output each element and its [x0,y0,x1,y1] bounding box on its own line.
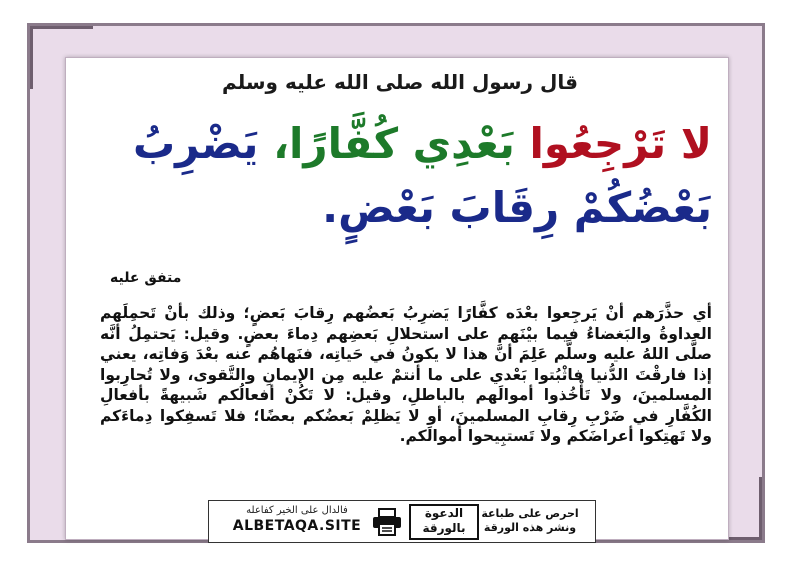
hadith-part-blue: يَضْرِبُ بَعْضُكُمْ رِقَابَ بَعْضٍ. [132,119,712,232]
hadith-text [90,112,712,240]
site-url[interactable]: ALBETAQA.SITE [232,518,362,534]
attribution-heading: قال رسول الله صلى الله عليه وسلم [222,70,578,94]
print-appeal: احرص على طباعة ونشر هذه الورقة [481,507,579,534]
explanation-paragraph: أي حذَّرَهم أنْ يَرجِعوا بعْدَه كفَّارًا يَضرِبُ بَعضُهم رِقابَ بَعضٍ؛ وذلك بأنْ تَحمِلَهم العداوةُ والبَغضاءُ فيما بيْنَهم على استحلالِ بَعضِهم دِماءَ بعضٍ. وقيل: يَحتمِلُ أنَّه صلَّى اللهُ عليه وسلَّم عَلِمَ أنَّ هذا لا يكونُ في حَياتِه، فنَهاهُم عنه بعْدَ وَفاتِه، يعني إذا فارقْتَ الدُّنيا فاثْبُتوا بَعْدي على ما أنتمْ عليه مِن الإيمانِ والتَّقوى، ولا تُحارِبوا المسلمينَ، ولا تَأْخُذوا أموالَهم بالباطلِ، وقيل: لا تَكُنْ أفعالُكم شَبيهةً بأفعالِ الكُفَّارِ في ضَرْبِ رِقابِ المسلمينَ، أو لا يَظلِمْ بَعضُكم بعضًا؛ فلا تَسفِكوا دِماءَكم ولا تَهتِكوا أعراضَكم ولا تَستبِيحوا أموالَكم. [100,304,712,445]
hadith-part-green: بَعْدِي كُفَّارًا، [273,119,515,168]
footer-bar [208,500,596,543]
hadith-part-red: لا تَرْجِعُوا [529,119,712,168]
site-tagline: فالدال على الخير كفاعله [246,505,348,516]
printer-icon [371,508,403,540]
dawah-logo: الدعوة بالورقة [409,504,479,540]
site-block[interactable] [227,505,367,534]
hadith-source: متفق عليه [110,270,182,286]
